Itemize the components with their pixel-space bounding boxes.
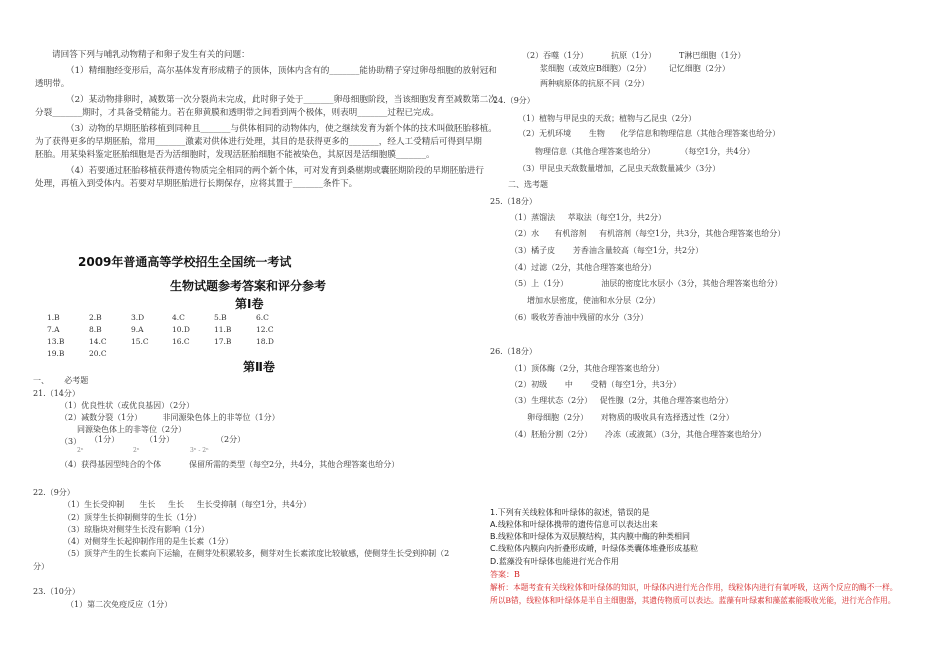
answer-item: 5.B <box>214 313 227 322</box>
answer-line: （2）水 有机溶剂 有机溶剂（每空1分，共3分，其他合理答案也给分） <box>510 229 786 238</box>
answer-line: （6）吸收芳香油中残留的水分（3分） <box>510 313 649 322</box>
answer-line: 增加水层密度，使油和水分层（2分） <box>527 296 661 305</box>
answer-line: （4）过滤（2分，其他合理答案也给分） <box>510 263 657 272</box>
question-line: （3）动物的早期胚胎移植到同种且_______与供体相同的动物体内，使之继续发育为新个体的技术叫做胚胎移植。 <box>66 124 497 134</box>
answer-line: （4）获得基因型纯合的个体 保留所需的类型（每空2分，共4分，其他合理答案也给分） <box>60 460 400 469</box>
answer-item: 9.A <box>131 325 144 334</box>
answer-line: （2）初级 中 受精（每空1分，共3分） <box>510 380 681 389</box>
answer-line: （1）植物与甲昆虫的天敌；植物与乙昆虫（2分） <box>518 114 697 123</box>
answer-item: 7.A <box>47 325 60 334</box>
answer-line: （2）吞噬（1分） 抗原（1分） T淋巴细胞（1分） <box>522 51 746 60</box>
mcq-explanation: 所以B错，线粒体和叶绿体是半自主细胞器，其遗传物质可以表达。蓝藻有叶绿素和藻蓝素能吸收光能，进行光合作用。 <box>490 596 896 605</box>
part1-heading: 第Ⅰ卷 <box>235 297 264 311</box>
answer-line: （3）琼脂块对侧芽生长没有影响（1分） <box>63 525 210 534</box>
answer-line: （1分） <box>145 435 175 444</box>
answer-item: 14.C <box>89 337 107 346</box>
answer-line: （3）橘子皮 芳香油含量较高（每空1分，共2分） <box>510 246 704 255</box>
answer-item: 17.B <box>214 337 232 346</box>
question-heading: 21.（14分） <box>33 389 80 398</box>
question-heading: 25.（18分） <box>490 197 537 206</box>
answer-item: 4.C <box>172 313 185 322</box>
question-line: 胚胎。用某染料鉴定胚胎细胞是否为活细胞时，发现活胚胎细胞不能被染色，其原因是活细胞膜_______。 <box>35 150 435 160</box>
math-formula: 2ⁿ <box>133 447 140 454</box>
mcq-answer: 答案：B <box>490 570 520 579</box>
answer-item: 15.C <box>131 337 149 346</box>
answer-line: 两种病原体的抗原不同（2分） <box>540 79 650 88</box>
answer-item: 1.B <box>47 313 60 322</box>
answer-item: 8.B <box>89 325 102 334</box>
mcq-option-a: A.线粒体和叶绿体携带的遗传信息可以表达出来 <box>490 520 658 529</box>
answer-line: （1）生长受抑制 生长 生长 生长受抑制（每空1分，共4分） <box>63 500 311 509</box>
answer-line: （1）优良性状（或优良基因）（2分） <box>60 401 195 410</box>
part2-heading: 第Ⅱ卷 <box>243 360 275 374</box>
answer-line: （3）生理状态（2分） 促性腺（2分，其他合理答案也给分） <box>510 396 733 405</box>
answer-item: 12.C <box>256 325 274 334</box>
question-heading: 23.（10分） <box>33 587 80 596</box>
answer-line: （5）上（1分） 油层的密度比水层小（3分，其他合理答案也给分） <box>510 279 783 288</box>
question-line: 分裂_______期时，才具备受精能力。若在卵黄膜和透明带之间看到两个极体，则表明_______过程已完成。 <box>35 108 439 118</box>
question-heading: 22.（9分） <box>33 488 75 497</box>
answer-line: （2）减数分裂（1分） 非同源染色体上的非等位（1分） <box>60 413 280 422</box>
mcq-option-b: B.线粒体和叶绿体为双层膜结构，其内膜中酶的种类相同 <box>490 532 691 541</box>
mcq-question: 1.下列有关线粒体和叶绿体的叙述，错误的是 <box>490 508 650 517</box>
mcq-explanation: 解析：本题考查有关线粒体和叶绿体的知识，叶绿体内进行光合作用，线粒体内进行有氧呼吸，这两个反应的酶不一样。 <box>490 583 898 592</box>
answer-line: （3） <box>60 437 82 446</box>
answer-item: 16.C <box>172 337 190 346</box>
section-heading: 二、选考题 <box>508 180 548 189</box>
answer-line: （4）对侧芽生长起抑制作用的是生长素（1分） <box>63 537 234 546</box>
answer-line: （1）第二次免疫反应（1分） <box>66 600 173 609</box>
page-subtitle: 生物试题参考答案和评分参考 <box>170 279 327 293</box>
answer-line: 卵母细胞（2分） 对物质的吸收具有选择透过性（2分） <box>527 413 734 422</box>
answer-line: （2）顶芽生长抑制侧芽的生长（1分） <box>63 513 202 522</box>
answer-line: （2）无机环境 生物 化学信息和物理信息（其他合理答案也给分） <box>518 129 781 138</box>
answer-line: 同源染色体上的非等位（2分） <box>77 425 187 434</box>
answer-line: 浆细胞（或效应B细胞）（2分） 记忆细胞（2分） <box>540 64 730 73</box>
answer-line: （1）顶体酶（2分，其他合理答案也给分） <box>510 364 665 373</box>
answer-item: 2.B <box>89 313 102 322</box>
answer-line: （1）蒸馏法 萃取法（每空1分，共2分） <box>510 213 666 222</box>
answer-item: 3.D <box>131 313 145 322</box>
question-heading: 26.（18分） <box>490 347 537 356</box>
answer-line: 分） <box>33 562 49 571</box>
answer-item: 19.B <box>47 349 65 358</box>
question-heading: 24.（9分） <box>493 96 535 105</box>
question-line: 为了获得更多的早期胚胎，常用_______激素对供体进行处理，其目的是获得更多的_______，经人工受精后可得到早期 <box>35 137 482 147</box>
answer-line: 物理信息（其他合理答案也给分） （每空1分，共4分） <box>535 147 755 156</box>
answer-line: （5）顶芽产生的生长素向下运输，在侧芽处积累较多，侧芽对生长素浓度比较敏感，使侧芽生长受到抑制（2 <box>63 549 450 558</box>
page-title: 2009年普通高等学校招生全国统一考试 <box>78 255 292 269</box>
answer-item: 20.C <box>89 349 107 358</box>
answer-item: 10.D <box>172 325 190 334</box>
question-intro: 请回答下列与哺乳动物精子和卵子发生有关的问题： <box>52 50 250 60</box>
answer-line: （4）胚胎分割（2分） 冷冻（或液氮）（3分，其他合理答案也给分） <box>510 430 766 439</box>
answer-item: 11.B <box>214 325 232 334</box>
question-line: 透明带。 <box>35 79 70 89</box>
question-line: （4）若要通过胚胎移植获得遗传物质完全相同的两个新个体，可对发育到桑椹期或囊胚期阶段的早期胚胎进行 <box>66 166 484 176</box>
answer-item: 13.B <box>47 337 65 346</box>
mcq-option-d: D.蓝藻没有叶绿体也能进行光合作用 <box>490 557 619 566</box>
answer-line: （2分） <box>216 435 246 444</box>
math-formula: 3ⁿ - 2ⁿ <box>190 447 209 454</box>
question-line: （1）精细胞经变形后，高尔基体发育形成精子的顶体，顶体内含有的_______能协助精子穿过卵母细胞的放射冠和 <box>66 66 497 76</box>
math-formula: 2ⁿ <box>77 447 84 454</box>
mcq-option-c: C.线粒体内膜向内折叠形成嵴，叶绿体类囊体堆叠形成基粒 <box>490 544 699 553</box>
section-heading: 一、 必考题 <box>33 376 89 385</box>
answer-item: 18.D <box>256 337 274 346</box>
answer-line: （1分） <box>90 435 120 444</box>
answer-item: 6.C <box>256 313 269 322</box>
question-line: （2）某动物排卵时，减数第一次分裂尚未完成，此时卵子处于_______卵母细胞阶段，当该细胞发育至减数第二次 <box>66 95 497 105</box>
question-line: 处理，再植入到受体内。若要对早期胚胎进行长期保存，应将其置于_______条件下。 <box>35 179 358 189</box>
answer-line: （3）甲昆虫天敌数量增加，乙昆虫天敌数量减少（3分） <box>518 164 721 173</box>
